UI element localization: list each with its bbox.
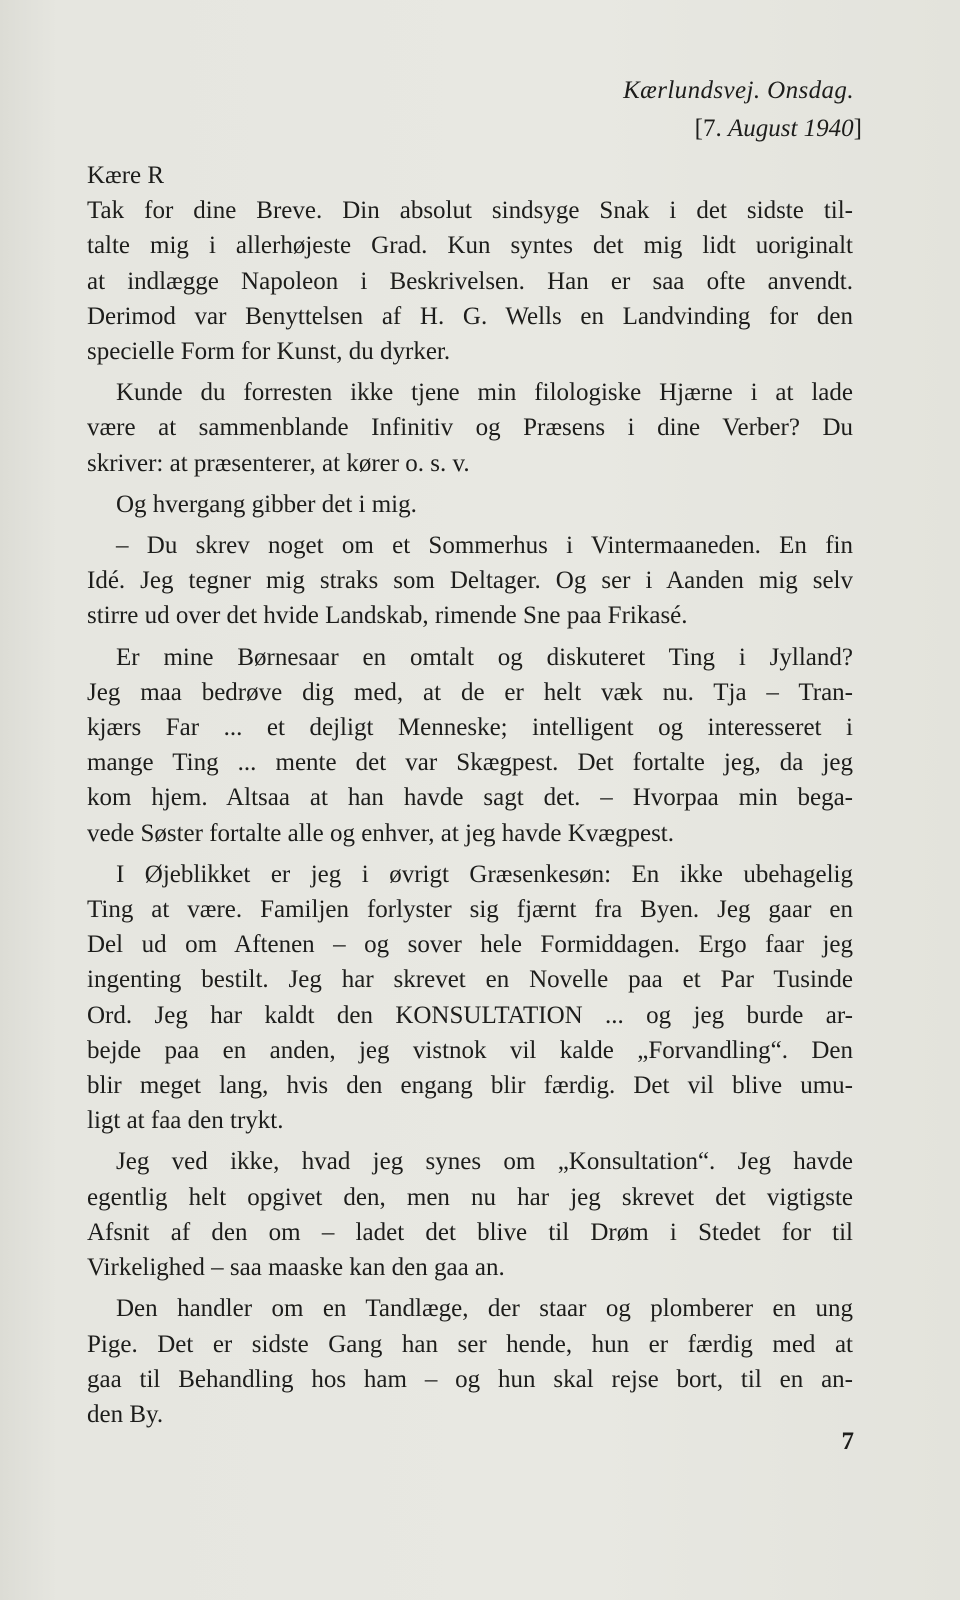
- letter-date: [623, 110, 862, 148]
- paragraph-line: egentlig helt opgivet den, men nu har jeg skrevet det vigtigste: [87, 1183, 853, 1211]
- paragraph-line: Jeg maa bedrøve dig med, at de er helt væk nu. Tja – Tran-: [87, 678, 853, 706]
- letter-header: [623, 72, 862, 148]
- paragraph-line: Afsnit af den om – ladet det blive til Drøm i Stedet for til: [87, 1218, 853, 1246]
- paragraph-line: Virkelighed – saa maaske kan den gaa an.: [87, 1254, 505, 1282]
- paragraph-line: Og hvergang gibber det i mig.: [116, 490, 417, 518]
- paragraph-line: gaa til Behandling hos ham – og hun skal rejse bort, til en an-: [87, 1365, 853, 1393]
- letter-place-day: Kærlundsvej. Onsdag.: [623, 77, 854, 104]
- paragraph-line: bejde paa en anden, jeg vistnok vil kalde „Forvandling“. Den: [87, 1036, 853, 1064]
- paragraph-line: stirre ud over det hvide Landskab, rimende Sne paa Frikasé.: [87, 602, 688, 630]
- paragraph-line: Pige. Det er sidste Gang han ser hende, hun er færdig med at: [87, 1330, 853, 1358]
- paragraph-line: mange Ting ... mente det var Skægpest. Det fortalte jeg, da jeg: [87, 749, 853, 777]
- paragraph-line: talte mig i allerhøjeste Grad. Kun syntes det mig lidt uoriginalt: [87, 232, 853, 260]
- paragraph-line: at indlægge Napoleon i Beskrivelsen. Han er saa ofte anvendt.: [87, 267, 853, 295]
- date-italic: August 1940: [727, 115, 854, 142]
- paragraph-line: Den handler om en Tandlæge, der staar og plomberer en ung: [116, 1295, 853, 1323]
- paragraph-line: Ord. Jeg har kaldt den KONSULTATION ... og jeg burde ar-: [87, 1001, 853, 1029]
- paragraph-line: den By.: [87, 1400, 164, 1428]
- paragraph-line: være at sammenblande Infinitiv og Præsens i dine Verber? Du: [87, 414, 853, 442]
- date-bracket-close: ]: [853, 115, 862, 142]
- paragraph-line: kjærs Far ... et dejligt Menneske; intelligent og interesseret i: [87, 714, 853, 742]
- paragraph-line: – Du skrev noget om et Sommerhus i Vintermaaneden. En fin: [116, 532, 853, 560]
- page-number: 7: [841, 1428, 854, 1455]
- paragraph-line: Jeg ved ikke, hvad jeg synes om „Konsultation“. Jeg havde: [116, 1148, 853, 1176]
- paragraph-line: blir meget lang, hvis den engang blir færdig. Det vil blive umu-: [87, 1072, 853, 1100]
- paragraph-line: I Øjeblikket er jeg i øvrigt Græsenkesøn: En ikke ubehagelig: [116, 860, 853, 888]
- paragraph-line: Ting at være. Familjen forlyster sig fjærnt fra Byen. Jeg gaar en: [87, 896, 853, 924]
- paragraph-line: ingenting bestilt. Jeg har skrevet en Novelle paa et Par Tusinde: [87, 966, 853, 994]
- paragraph-line: specielle Form for Kunst, du dyrker.: [87, 338, 451, 366]
- paragraph-line: ligt at faa den trykt.: [87, 1107, 284, 1135]
- paragraph-line: Er mine Børnesaar en omtalt og diskuteret Ting i Jylland?: [116, 643, 853, 671]
- letter-body: [87, 158, 853, 1432]
- paragraph-line: skriver: at præsenterer, at kører o. s. v.: [87, 449, 470, 477]
- paragraph-line: Tak for dine Breve. Din absolut sindsyge Snak i det sidste til-: [87, 197, 853, 225]
- paragraph-line: vede Søster fortalte alle og enhver, at jeg havde Kvægpest.: [87, 819, 674, 847]
- date-bracket-open: [7.: [694, 115, 728, 142]
- greeting: Kære R: [87, 162, 165, 189]
- paragraph-line: Derimod var Benyttelsen af H. G. Wells en Landvinding for den: [87, 302, 853, 330]
- paragraph-line: Del ud om Aftenen – og sover hele Formiddagen. Ergo faar jeg: [87, 931, 853, 959]
- paragraph-line: Kunde du forresten ikke tjene min filologiske Hjærne i at lade: [116, 379, 853, 407]
- paragraph-line: Idé. Jeg tegner mig straks som Deltager. Og ser i Aanden mig selv: [87, 567, 853, 595]
- paragraph-line: kom hjem. Altsaa at han havde sagt det. – Hvorpaa min bega-: [87, 784, 853, 812]
